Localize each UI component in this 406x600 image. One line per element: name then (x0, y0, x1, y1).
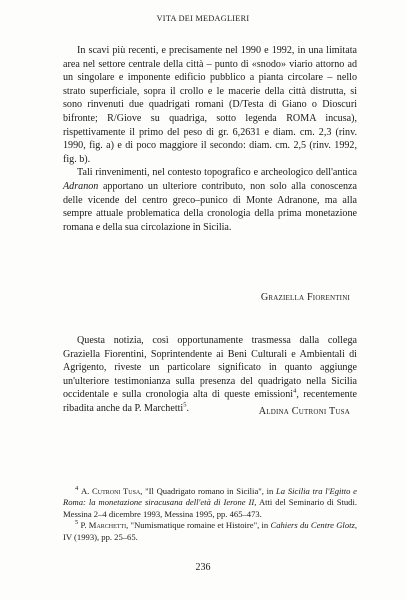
footnotes (63, 486, 357, 543)
footnote-ref-4[interactable]: 4 (293, 388, 297, 396)
footnote-4-text-b: , Atti del Seminario di Studi. Messina 2–4 dicembre 1993, Messina 1995, pp. 465–473. (63, 497, 357, 519)
footnote-4 (63, 486, 357, 520)
footnote-5-author: P. Marchetti (80, 520, 127, 531)
footnote-ref-5[interactable]: 5 (183, 401, 187, 409)
article-1-paragraph-2 (63, 166, 357, 234)
footnote-5 (63, 520, 357, 543)
footnote-4-text-a: , "Il Quadrigato romano in Sicilia", in (140, 486, 277, 496)
article-1-body (63, 44, 357, 234)
page-number: 236 (195, 562, 211, 573)
signature-fiorentini: Graziella Fiorentini (260, 292, 350, 303)
paragraph-2-text-a: Tali rinvenimenti, nel contesto topografico e archeologico dell'antica (77, 167, 357, 179)
footnote-4-author: A. Cutroni Tusa (80, 486, 141, 496)
footnote-5-text-a: , "Numismatique romaine et Histoire", in (126, 520, 271, 531)
running-header: VITA DEI MEDAGLIERI (156, 14, 250, 23)
article-2-text-c: . (186, 402, 190, 414)
footnote-5-number: 5 (75, 519, 79, 527)
article-1-paragraph-1: In scavi più recenti, e precisamente nel 1990 e 1992, in una limitata area nel settore centrale della città – punto di «snodo» viario attorno ad un singolare e imponente edificio pubblico a pianta circolare – nello strato superficiale, sopra il crollo e le macerie della città distrutta, si sono rinvenuti due quadrigati romani (D/Testa di Giano o Dioscuri bifronte; R/Giove su quadriga, sotto legenda ROMA incusa), rispettivamente il primo del peso di gr. 6,2631 e diam. cm. 2,3 (rinv. 1990, fig. a) e di poco maggiore il secondo: diam. cm. 2,5 (rinv. 1992, fig. b). (63, 45, 357, 165)
footnote-4-title: La Sicilia tra l'Egitto e Roma: la monetazione siracusana dell'età di Ierone II (63, 486, 357, 508)
footnote-5-title: Cahiers du Centre Glotz (270, 520, 355, 531)
footnote-4-number: 4 (75, 485, 79, 493)
place-name-italic: Adranon (63, 180, 99, 192)
paragraph-2-text-b: apportano un ulteriore contributo, non solo alla conoscenza delle vicende del centro greco–punico di Monte Adranone, ma alla sempre attuale problematica della cronologia della prima monetazione romana e della sua circolazione in Sicilia. (63, 180, 357, 233)
footnote-5-text-b: , IV (1993), pp. 25–65. (63, 520, 357, 542)
article-2-text-a: Questa notizia, così opportunamente trasmessa dalla collega Graziella Fiorentini, Soprintendente ai Beni Culturali e Ambientali di Agrigento, riveste un particolare significato in quanto aggiunge un'ulteriore testimonianza sulla presenza del quadrigato nella Sicilia occidentale e sulla cronologia alta di queste emissioni (63, 335, 357, 401)
signature-cutroni-tusa: Aldina Cutroni Tusa (258, 406, 350, 417)
article-2-body (63, 334, 357, 416)
article-2-paragraph (63, 334, 357, 416)
article-2-text-b: , recentemente ribadita anche da P. Marchetti (63, 389, 358, 414)
